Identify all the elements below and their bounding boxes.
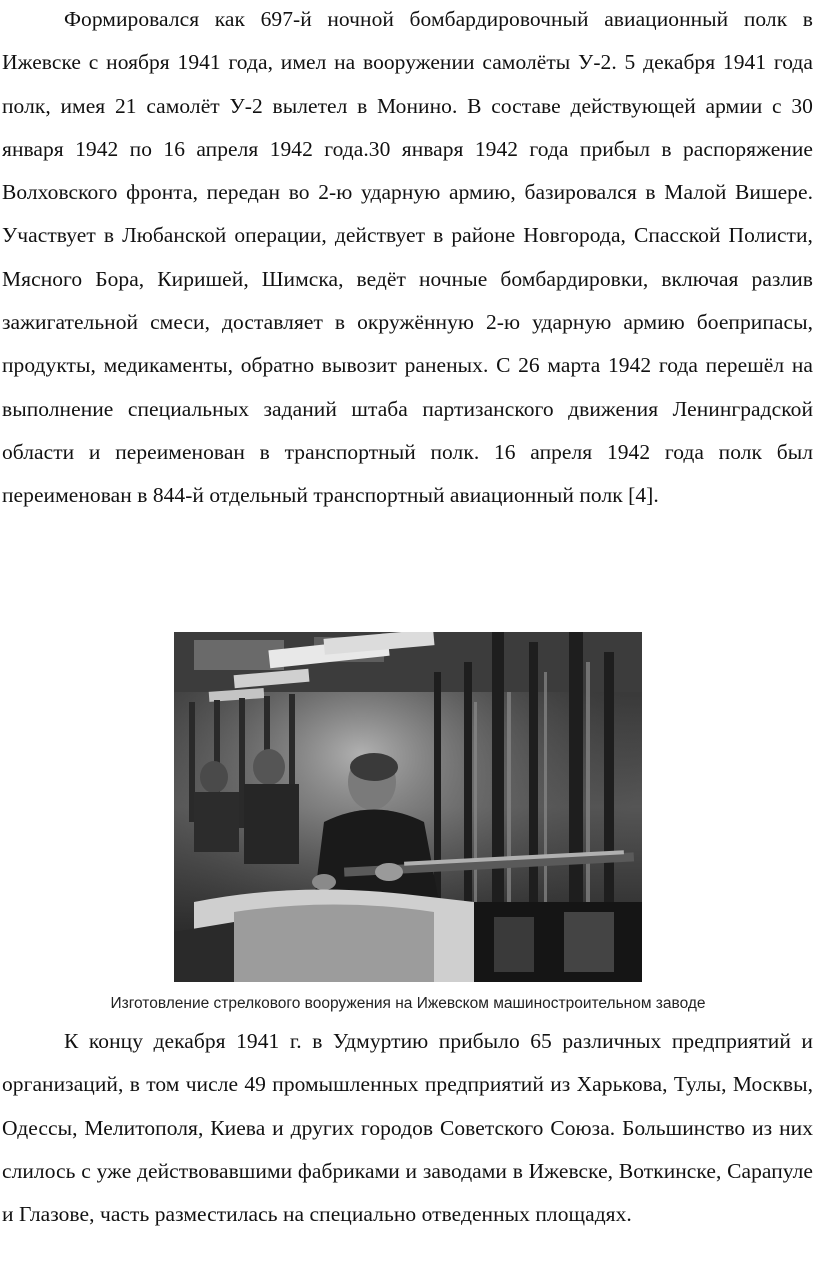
factory-photo [174,632,642,982]
body-paragraph: К концу декабря 1941 г. в Удмуртию прибыло 65 различных предприятий и организаций, в том числе 49 промышленных предприятий из Харькова, Тулы, Москвы, Одессы, Мелитополя, Киева и других городов Советского Союза. Большинство из них слилось с уже действовавшими фабриками и заводами в Ижевске, Воткинске, Сарапуле и Глазове, часть разместилась на специально отведенных площадях. [2,1029,813,1227]
figure-caption: Изготовление стрелкового вооружения на Ижевском машиностроительном заводе [110,995,706,1012]
body-paragraph: Формировался как 697-й ночной бомбардировочный авиационный полк в Ижевске с ноября 1941 года, имел на вооружении самолёты У-2. 5 декабря 1941 года полк, имея 21 самолёт У-2 вылетел в Монино. В составе действующей армии с 30 января 1942 по 16 апреля 1942 года.30 января 1942 года прибыл в распоряжение Волховского фронта, передан во 2-ю ударную армию, базировался в Малой Вишере. Участвует в Любанской операции, действует в районе Новгорода, Спасской Полисти, Мясного Бора, Киришей, Шимска, ведёт ночные бомбардировки, включая разлив зажигательной смеси, доставляет в окружённую 2-ю ударную армию боеприпасы, продукты, медикаменты, обратно вывозит раненых. С 26 марта 1942 года перешёл на выполнение специальных заданий штаба партизанского движения Ленинградской области и переименован в транспортный полк. 16 апреля 1942 года полк был переименован в 844-й отдельный транспортный авиационный полк [4]. [2,7,813,508]
